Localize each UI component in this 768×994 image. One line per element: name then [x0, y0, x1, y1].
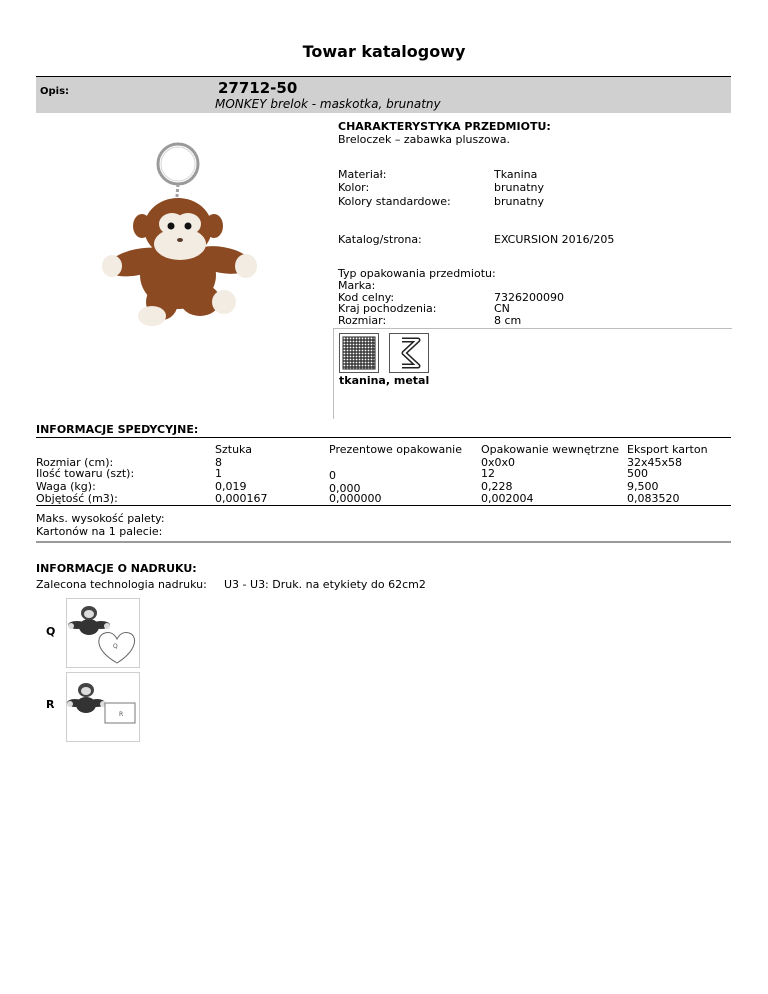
shipping-divider: [36, 437, 731, 438]
materials-caption: tkanina, metal: [339, 374, 430, 387]
metal-icon: [389, 333, 429, 373]
attr-label-material: Materiał:: [338, 168, 387, 181]
recommended-tech-value: U3 - U3: Druk. na etykiety do 62cm2: [224, 578, 426, 591]
row-label-size: Rozmiar (cm):: [36, 456, 114, 469]
customs-code-value: 7326200090: [494, 291, 564, 304]
origin-country-value: CN: [494, 302, 510, 315]
col-header-export-carton: Eksport karton: [627, 443, 708, 456]
cell-weight-piece: 0,019: [215, 480, 247, 493]
cell-size-inner: 0x0x0: [481, 456, 516, 469]
brand-label: Marka:: [338, 279, 376, 292]
cartons-per-pallet-label: Kartonów na 1 palecie:: [36, 525, 163, 538]
cell-weight-inner: 0,228: [481, 480, 513, 493]
attr-value-material: Tkanina: [494, 168, 538, 181]
cell-weight-gift: 0,000: [329, 482, 361, 495]
product-image: [100, 140, 260, 330]
shipping-heading: INFORMACJE SPEDYCYJNE:: [36, 423, 199, 436]
section-divider: [36, 541, 731, 543]
customs-code-label: Kod celny:: [338, 291, 395, 304]
page-title: Towar katalogowy: [302, 42, 466, 61]
shipping-table-divider: [36, 505, 731, 506]
print-position-r-letter: R: [46, 698, 55, 711]
attr-value-color: brunatny: [494, 181, 544, 194]
size-value: 8 cm: [494, 314, 522, 327]
cell-qty-piece: 1: [215, 467, 222, 480]
print-position-q-letter: Q: [46, 625, 56, 638]
product-name: MONKEY brelok - maskotka, brunatny: [215, 97, 441, 111]
attr-label-standard-colors: Kolory standardowe:: [338, 195, 451, 208]
opis-label: Opis:: [40, 86, 70, 97]
origin-country-label: Kraj pochodzenia:: [338, 302, 437, 315]
cell-volume-gift: 0,000000: [329, 492, 382, 505]
cell-size-export: 32x45x58: [627, 456, 683, 469]
row-label-quantity: Ilość towaru (szt):: [36, 467, 135, 480]
recommended-tech-label: Zalecona technologia nadruku:: [36, 578, 207, 591]
cell-size-piece: 8: [215, 456, 222, 469]
col-header-inner-pack: Opakowanie wewnętrzne: [481, 443, 619, 456]
printing-heading: INFORMACJE O NADRUKU:: [36, 562, 197, 575]
print-position-r-image: [66, 672, 140, 742]
print-position-r-mark: R: [119, 711, 124, 718]
packaging-label: Typ opakowania przedmiotu:: [338, 267, 496, 280]
cell-volume-export: 0,083520: [627, 492, 680, 505]
size-label: Rozmiar:: [338, 314, 387, 327]
row-label-volume: Objętość (m3):: [36, 492, 118, 505]
cell-weight-export: 9,500: [627, 480, 659, 493]
characteristics-description: Breloczek – zabawka pluszowa.: [338, 133, 510, 146]
col-header-gift-pack: Prezentowe opakowanie: [329, 443, 462, 456]
attr-label-color: Kolor:: [338, 181, 370, 194]
cell-volume-piece: 0,000167: [215, 492, 268, 505]
fabric-icon: [339, 333, 379, 373]
row-label-weight: Waga (kg):: [36, 480, 96, 493]
col-header-piece: Sztuka: [215, 443, 252, 456]
print-position-q-image: [66, 598, 140, 668]
cell-volume-inner: 0,002004: [481, 492, 534, 505]
cell-qty-gift: 0: [329, 469, 336, 482]
catalog-value: EXCURSION 2016/205: [494, 233, 615, 246]
characteristics-heading: CHARAKTERYSTYKA PRZEDMIOTU:: [338, 120, 551, 133]
pallet-height-label: Maks. wysokość palety:: [36, 512, 165, 525]
product-code: 27712-50: [218, 79, 298, 97]
catalog-label: Katalog/strona:: [338, 233, 422, 246]
print-position-q-mark: Q: [113, 643, 118, 650]
attr-value-standard-colors: brunatny: [494, 195, 544, 208]
cell-qty-export: 500: [627, 467, 648, 480]
cell-qty-inner: 12: [481, 467, 495, 480]
